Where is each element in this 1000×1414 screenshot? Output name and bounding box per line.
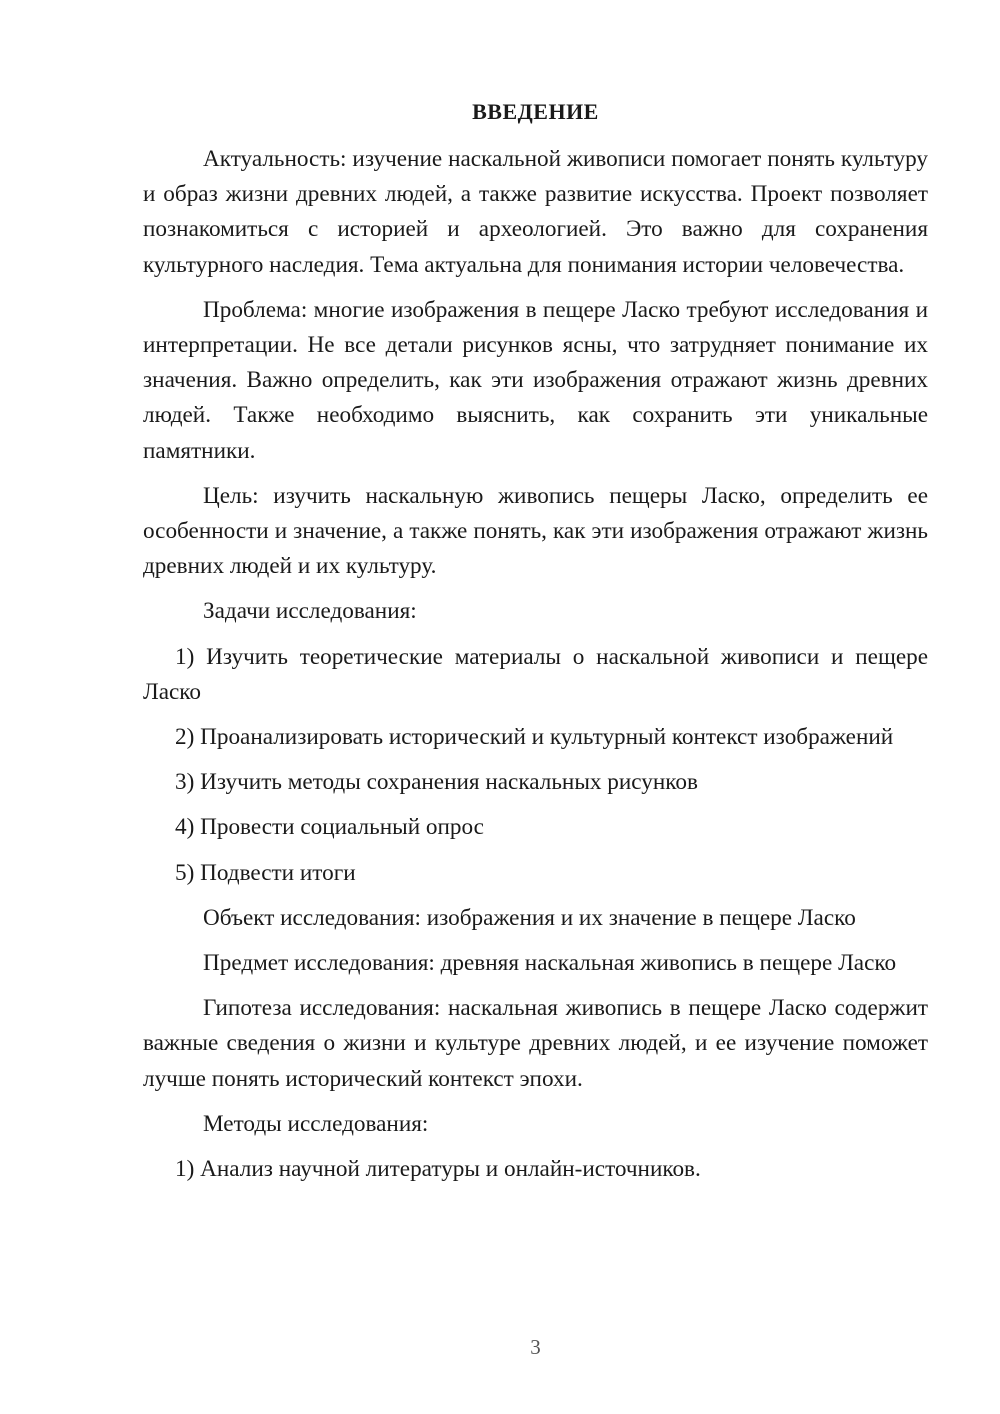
section-title: ВВЕДЕНИЕ <box>472 99 599 124</box>
task-item-4: 4) Провести социальный опрос <box>175 814 484 841</box>
paragraph-object: Объект исследования: изображения и их значение в пещере Ласко <box>203 904 856 931</box>
document-body <box>143 142 928 1197</box>
paragraph-relevance: Актуальность: изучение наскальной живописи помогает понять культуру и образ жизни древних людей, а также развитие искусства. Проект позволяет познакомиться с историей и археологией. Это важно для сохранения культурного наследия. Тема актуальна для понимания истории человечества. <box>143 146 928 278</box>
task-item-3: 3) Изучить методы сохранения наскальных рисунков <box>175 769 698 796</box>
paragraph-goal: Цель: изучить наскальную живопись пещеры Ласко, определить ее особенности и значение, а также понять, как эти изображения отражают жизнь древних людей и их культуру. <box>143 482 928 580</box>
tasks-heading: Задачи исследования: <box>203 598 417 625</box>
method-item-1: 1) Анализ научной литературы и онлайн-источников. <box>175 1156 701 1183</box>
methods-heading: Методы исследования: <box>203 1110 429 1137</box>
paragraph-problem: Проблема: многие изображения в пещере Ласко требуют исследования и интерпретации. Не все детали рисунков ясны, что затрудняет понимание их значения. Важно определить, как эти изображения отражают жизнь древних людей. Также необходимо выяснить, как сохранить эти уникальные памятники. <box>143 296 928 464</box>
paragraph-hypothesis: Гипотеза исследования: наскальная живопись в пещере Ласко содержит важные сведения о жизни и культуре древних людей, и ее изучение поможет лучше понять исторический контекст эпохи. <box>143 995 928 1092</box>
task-item-1: 1) Изучить теоретические материалы о наскальной живописи и пещере Ласко <box>143 643 928 705</box>
task-item-5: 5) Подвести итоги <box>175 859 356 886</box>
paragraph-subject: Предмет исследования: древняя наскальная живопись в пещере Ласко <box>203 950 897 977</box>
task-item-2: 2) Проанализировать исторический и культурный контекст изображений <box>175 724 894 751</box>
document-page <box>143 0 928 1414</box>
page-number: 3 <box>530 1335 541 1359</box>
